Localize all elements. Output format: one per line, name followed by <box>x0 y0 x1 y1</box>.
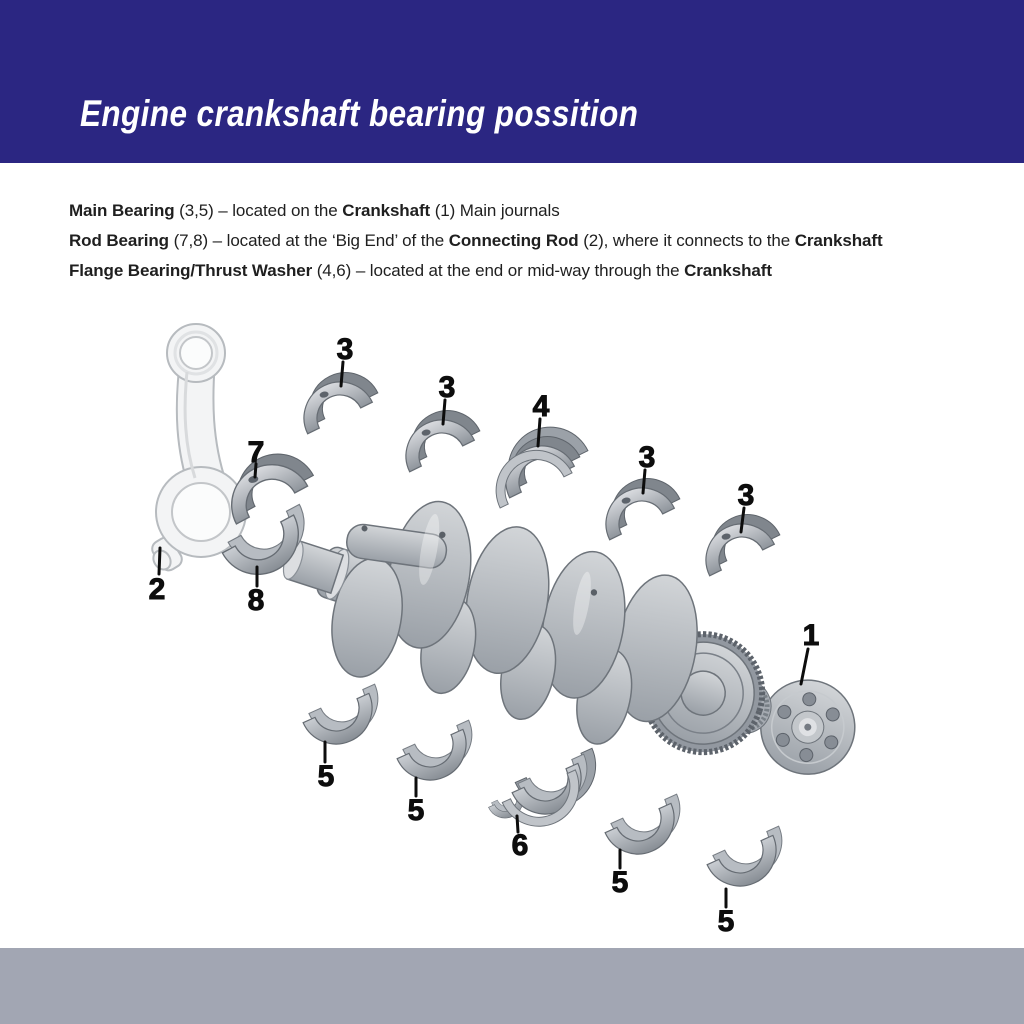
text-segment: (1) Main journals <box>430 201 560 220</box>
part-label-5: 5 <box>717 905 735 938</box>
part-label-8: 8 <box>247 584 265 617</box>
part-label-3: 3 <box>737 479 755 512</box>
term-crankshaft: Crankshaft <box>794 231 883 250</box>
thrust-bearing-shell-6 <box>497 748 614 839</box>
term-main-bearing: Main Bearing <box>69 201 175 220</box>
text-segment: (2), where it connects to the <box>578 231 795 250</box>
footer-band <box>0 948 1024 1024</box>
main-bearing-shell-3 <box>591 467 682 540</box>
part-label-7: 7 <box>247 436 265 469</box>
part-label-2: 2 <box>148 573 166 606</box>
part-label-4: 4 <box>532 390 550 423</box>
main-bearing-shell-3 <box>289 361 380 434</box>
part-label-1: 1 <box>802 619 820 652</box>
part-label-3: 3 <box>438 371 456 404</box>
term-crankshaft: Crankshaft <box>684 261 772 280</box>
leader-line-1 <box>801 649 808 684</box>
leader-line-2 <box>159 548 160 574</box>
crankshaft-flange <box>749 668 867 786</box>
text-segment: (4,6) – located at the end or mid-way through the <box>312 261 685 280</box>
leader-line-4 <box>538 419 540 446</box>
term-flange-bearing: Flange Bearing/Thrust Washer <box>69 261 313 280</box>
term-rod-bearing: Rod Bearing <box>69 231 169 250</box>
lower-main-bearing-shell-5 <box>301 684 392 755</box>
part-label-5: 5 <box>611 866 629 899</box>
page-title: Engine crankshaft bearing possition <box>80 93 639 134</box>
text-segment: (3,5) – located on the <box>174 201 343 220</box>
lower-main-bearing-shell-5 <box>395 720 486 791</box>
text-segment: (7,8) – located at the ‘Big End’ of the <box>168 231 449 250</box>
part-label-3: 3 <box>638 441 656 474</box>
part-label-5: 5 <box>407 794 425 827</box>
main-bearing-shell-3 <box>691 503 782 576</box>
part-label-5: 5 <box>317 760 335 793</box>
main-bearing-shell-3 <box>391 399 482 472</box>
thrust-bearing-shell-4 <box>476 413 594 508</box>
term-crankshaft: Crankshaft <box>342 201 431 220</box>
term-connecting-rod: Connecting Rod <box>448 231 579 250</box>
part-label-6: 6 <box>511 829 529 862</box>
connecting-rod <box>149 324 246 573</box>
lower-main-bearing-shell-5 <box>603 794 694 865</box>
lower-main-bearing-shell-5 <box>705 826 796 897</box>
part-label-3: 3 <box>336 333 354 366</box>
